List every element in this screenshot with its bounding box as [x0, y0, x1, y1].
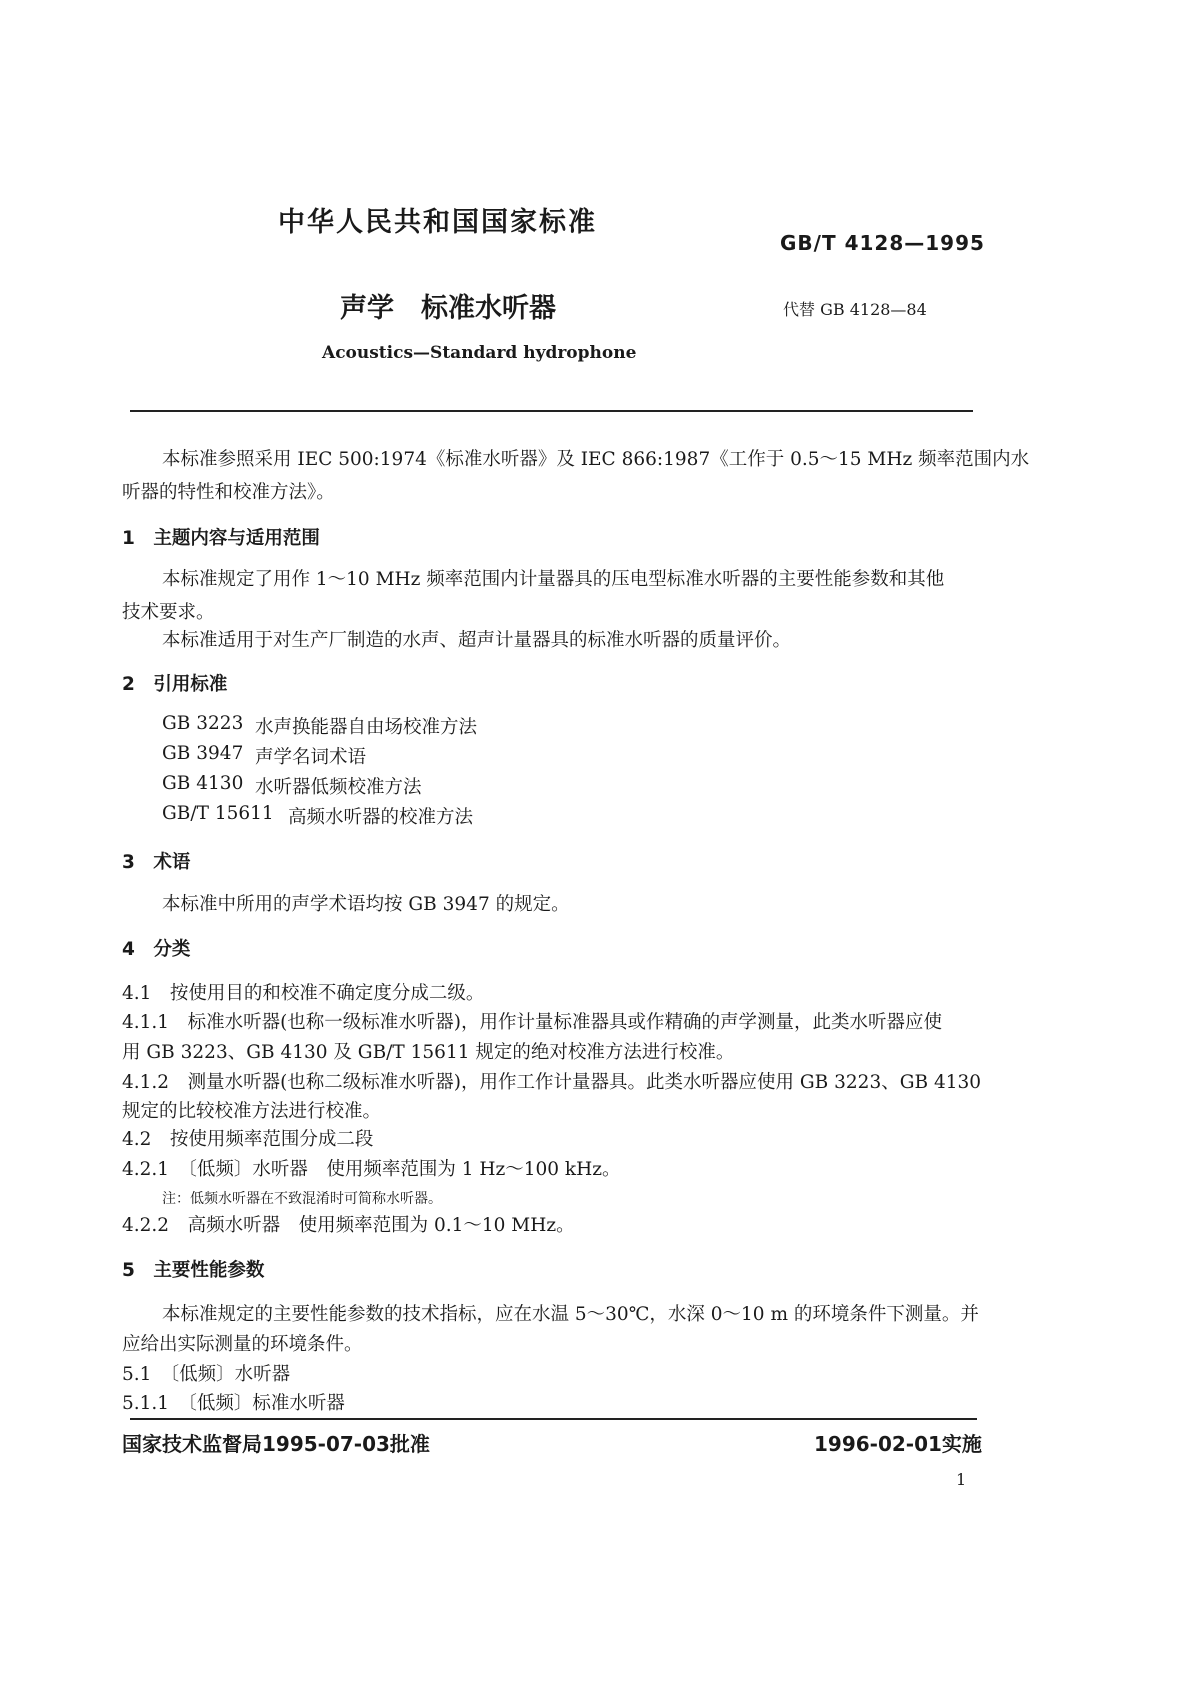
clause-4-1-2-line-2: 规定的比较校准方法进行校准。 [122, 1101, 382, 1122]
ref-code: GB 3947 [162, 743, 244, 764]
approval-line: 国家技术监督局1995-07-03批准 [122, 1432, 430, 1456]
section-1-para-1-line-2: 技术要求。 [122, 602, 215, 623]
clause-4-1: 4.1 按使用目的和校准不确定度分成二级。 [122, 983, 485, 1004]
header-divider [130, 410, 973, 412]
title-en: Acoustics—Standard hydrophone [322, 343, 637, 363]
foreword-line-2: 听器的特性和校准方法》。 [122, 482, 335, 503]
footer-divider [130, 1418, 977, 1420]
clause-4-2-1-note: 注：低频水听器在不致混淆时可简称水听器。 [162, 1191, 442, 1207]
foreword-line-1: 本标准参照采用 IEC 500:1974《标准水听器》及 IEC 866:1987《工作于 0.5～15 MHz 频率范围内水 [162, 449, 1030, 470]
section-1-para-2: 本标准适用于对生产厂制造的水声、超声计量器具的标准水听器的质量评价。 [162, 630, 792, 651]
clause-4-1-2-line-1: 4.1.2 测量水听器(也称二级标准水听器)，用作工作计量器具。此类水听器应使用 GB 3223、GB 4130 [122, 1072, 982, 1093]
clause-5-1: 5.1 〔低频〕水听器 [122, 1364, 291, 1385]
title-cn: 声学 标准水听器 [340, 293, 556, 324]
ref-title: 水听器低频校准方法 [255, 777, 422, 798]
ref-title: 声学名词术语 [255, 747, 367, 768]
clause-4-2-1: 4.2.1 〔低频〕水听器 使用频率范围为 1 Hz～100 kHz。 [122, 1159, 621, 1180]
section-1-para-1-line-1: 本标准规定了用作 1～10 MHz 频率范围内计量器具的压电型标准水听器的主要性能参数和其他 [162, 569, 945, 590]
section-5-heading: 5 主要性能参数 [122, 1260, 265, 1281]
effective-date: 1996-02-01实施 [814, 1432, 982, 1456]
section-3-para-1: 本标准中所用的声学术语均按 GB 3947 的规定。 [162, 894, 570, 915]
ref-code: GB/T 15611 [162, 803, 274, 824]
ref-title: 高频水听器的校准方法 [288, 807, 474, 828]
national-standard-heading: 中华人民共和国国家标准 [278, 207, 597, 238]
section-5-para-1-line-1: 本标准规定的主要性能参数的技术指标，应在水温 5～30℃，水深 0～10 m 的环境条件下测量。并 [162, 1304, 979, 1325]
section-1-heading: 1 主题内容与适用范围 [122, 528, 320, 549]
section-2-heading: 2 引用标准 [122, 674, 228, 695]
page-number: 1 [956, 1470, 967, 1489]
clause-5-1-1: 5.1.1 〔低频〕标准水听器 [122, 1393, 345, 1414]
section-5-para-1-line-2: 应给出实际测量的环境条件。 [122, 1334, 363, 1355]
standard-code: GB/T 4128—1995 [780, 231, 985, 255]
replaces-note: 代替 GB 4128—84 [783, 300, 927, 319]
section-3-heading: 3 术语 [122, 852, 191, 873]
clause-4-1-1-line-2: 用 GB 3223、GB 4130 及 GB/T 15611 规定的绝对校准方法进行校准。 [122, 1042, 735, 1063]
clause-4-2: 4.2 按使用频率范围分成二段 [122, 1129, 374, 1150]
ref-code: GB 3223 [162, 713, 244, 734]
ref-code: GB 4130 [162, 773, 244, 794]
clause-4-1-1-line-1: 4.1.1 标准水听器(也称一级标准水听器)，用作计量标准器具或作精确的声学测量，此类水听器应使 [122, 1012, 943, 1033]
clause-4-2-2: 4.2.2 高频水听器 使用频率范围为 0.1～10 MHz。 [122, 1215, 575, 1236]
section-4-heading: 4 分类 [122, 939, 191, 960]
ref-title: 水声换能器自由场校准方法 [255, 717, 478, 738]
